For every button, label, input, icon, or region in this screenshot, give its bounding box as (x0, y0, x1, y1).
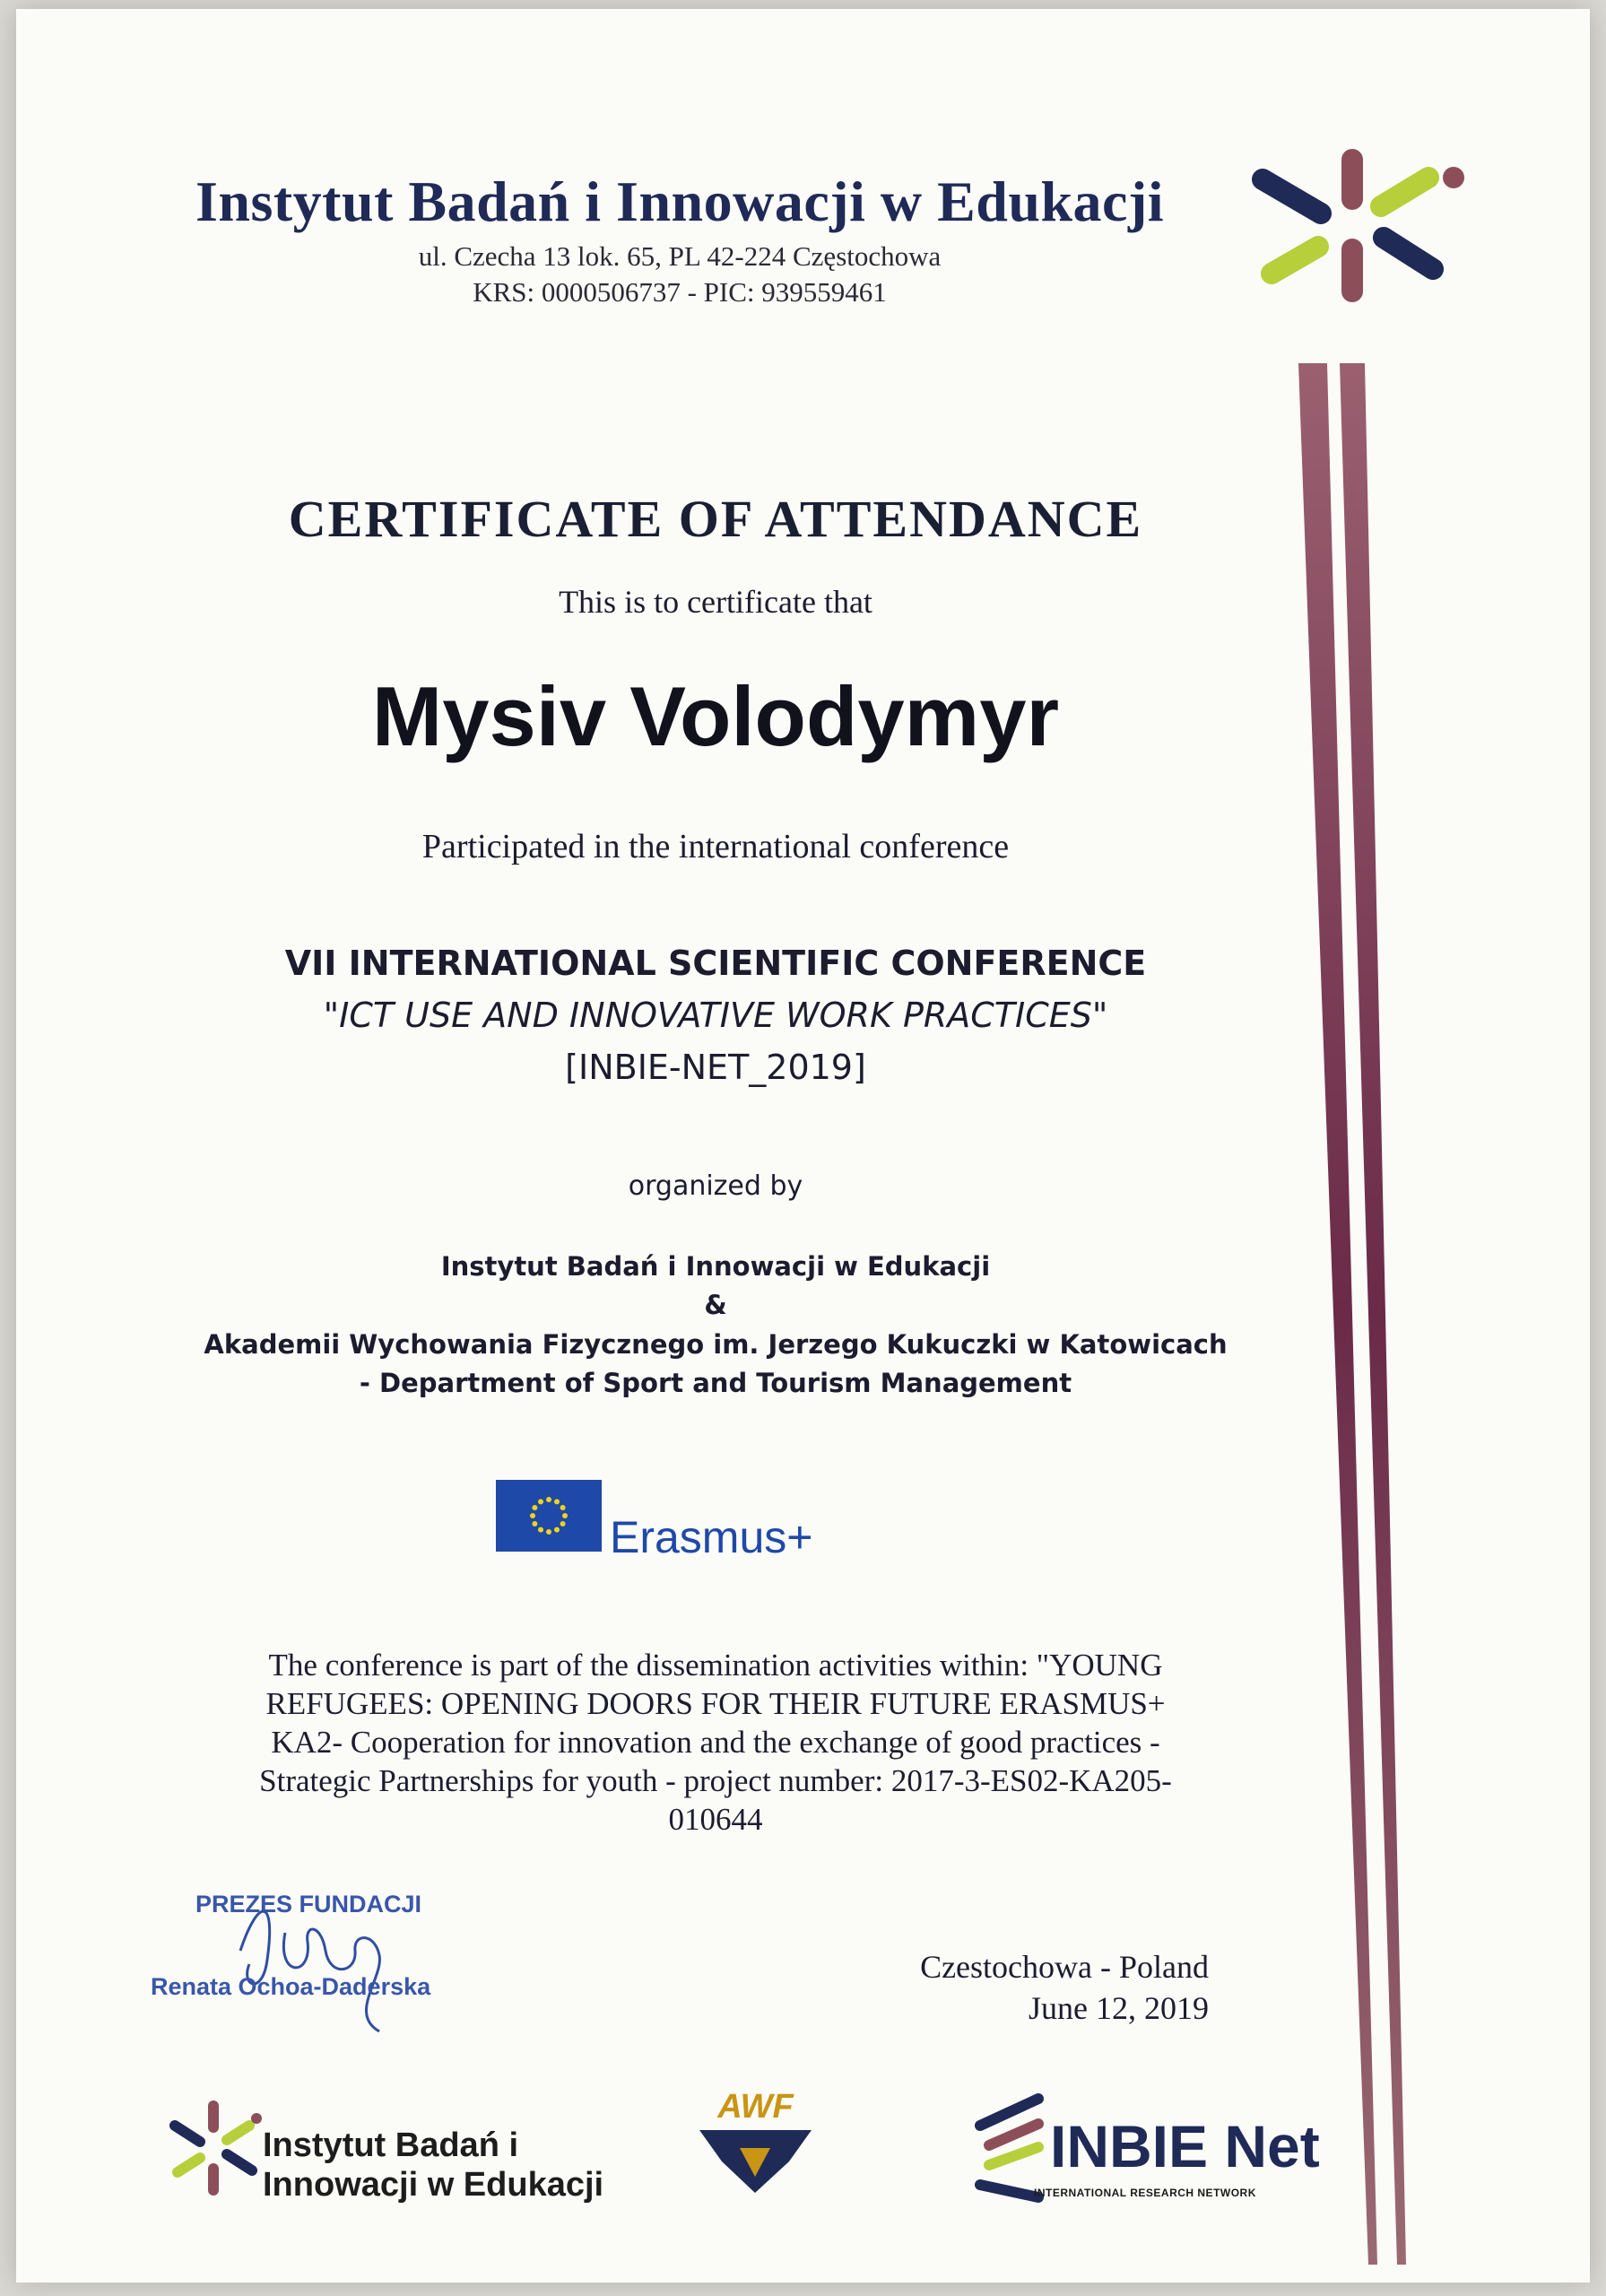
dissemination-line: REFUGEES: OPENING DOORS FOR THEIR FUTURE ERASMUS+ (265, 1686, 1166, 1721)
conference-title: VII INTERNATIONAL SCIENTIFIC CONFERENCE (284, 944, 1147, 983)
dissemination-text (195, 1646, 1236, 1839)
organizer-department: - Department of Sport and Tourism Management (359, 1368, 1072, 1398)
stamp-name: Renata Ochoa-Daderska (151, 1973, 431, 2000)
institute-address: ul. Czecha 13 lok. 65, PL 42-224 Częstochowa (418, 240, 942, 272)
organized-by-label: organized by (628, 1170, 803, 1202)
inbie-net-tagline: INTERNATIONAL RESEARCH NETWORK (1034, 2187, 1256, 2199)
footer-institute-name (263, 2126, 603, 2205)
decorative-bars (1272, 363, 1451, 2283)
footer-institute-line: Innowacji w Edukacji (263, 2166, 604, 2204)
issue-date: June 12, 2019 (1029, 1990, 1209, 2026)
inbie-net-name: INBIE Net (1050, 2113, 1320, 2179)
conference-subtitle: "ICT USE AND INNOVATIVE WORK PRACTICES" (323, 996, 1108, 1035)
eu-flag-icon (496, 1480, 602, 1552)
organizer-second: Akademii Wychowania Fizycznego im. Jerzego Kukuczki w Katowicach (204, 1329, 1228, 1360)
conference-code: [INBIE-NET_2019] (565, 1048, 866, 1087)
certificate-title: CERTIFICATE OF ATTENDANCE (288, 490, 1143, 548)
handwritten-signature (222, 1879, 438, 2040)
certificate-page (16, 9, 1590, 2283)
institute-small-logo-icon (164, 2099, 263, 2197)
dissemination-line: Strategic Partnerships for youth - project number: 2017-3-ES02-KA205- (259, 1763, 1172, 1798)
issue-place: Czestochowa - Poland (920, 1949, 1209, 1985)
participation-text: Participated in the international conference (421, 828, 1010, 865)
recipient-name: Mysiv Volodymyr (371, 669, 1060, 763)
dissemination-line: The conference is part of the dissemination activities within: "YOUNG (268, 1648, 1163, 1683)
certificate-intro: This is to certificate that (559, 584, 872, 620)
stamp-title: PREZES FUNDACJI (195, 1891, 422, 1918)
organizer-ampersand: & (704, 1290, 727, 1320)
awf-logo-text: AWF (717, 2088, 794, 2126)
footer-institute-line: Instytut Badań i (263, 2126, 519, 2164)
erasmus-label: Erasmus+ (610, 1512, 813, 1562)
institute-title: Instytut Badań i Innowacji w Edukacji (195, 170, 1165, 233)
dissemination-line: KA2- Cooperation for innovation and the exchange of good practices - (271, 1725, 1160, 1760)
institute-registry: KRS: 0000506737 - PIC: 939559461 (473, 276, 887, 308)
organizer-first: Instytut Badań i Innowacji w Edukacji (440, 1251, 991, 1282)
institute-logo-icon (1236, 144, 1469, 314)
dissemination-line: 010644 (668, 1802, 763, 1837)
